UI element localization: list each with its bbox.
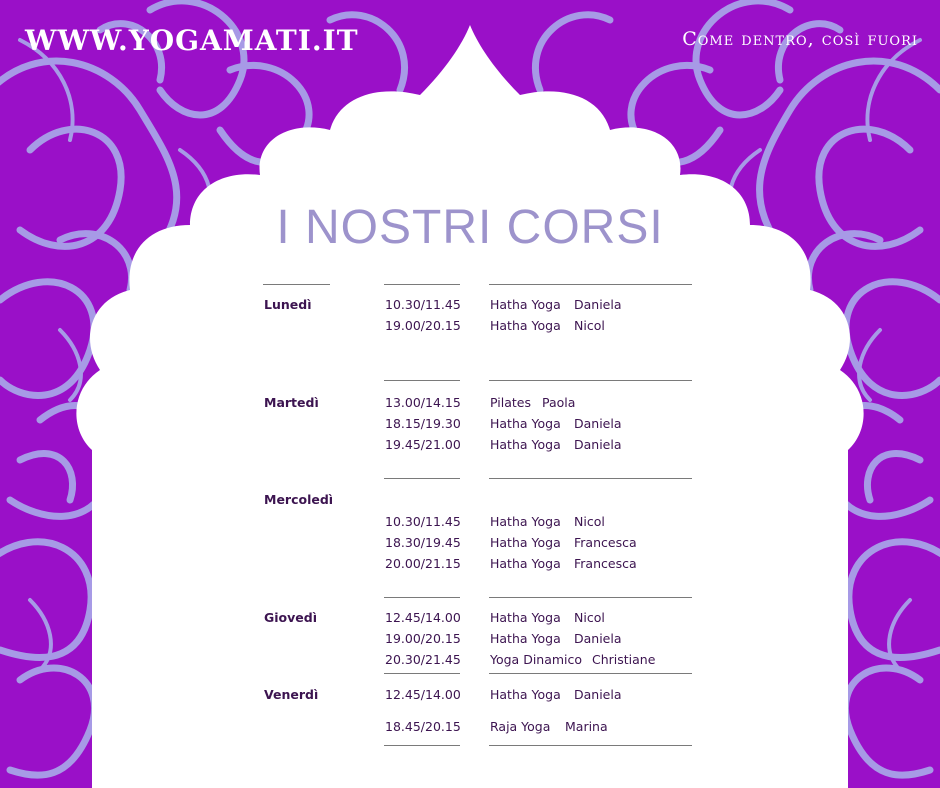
session-time: 10.30/11.45 [385,514,461,529]
day-label: Mercoledì [264,492,334,507]
divider-rule [384,745,460,746]
divider-rule [384,478,460,479]
session-course: Hatha Yoga [490,318,561,333]
session-course: Hatha Yoga [490,631,561,646]
session-time: 12.45/14.00 [385,687,461,702]
session-course: Hatha Yoga [490,556,561,571]
session-time: 19.00/20.15 [385,318,461,333]
session-course: Hatha Yoga [490,297,561,312]
session-time: 19.45/21.00 [385,437,461,452]
session-time: 18.15/19.30 [385,416,461,431]
divider-rule [384,284,460,285]
session-teacher: Francesca [574,556,637,571]
session-course: Raja Yoga [490,719,551,734]
session-time: 20.30/21.45 [385,652,461,667]
divider-rule [384,380,460,381]
divider-rule [489,478,692,479]
day-label: Giovedì [264,610,317,625]
day-label: Martedì [264,395,319,410]
session-course: Hatha Yoga [490,437,561,452]
divider-rule [384,597,460,598]
page-title: I NOSTRI CORSI [276,201,664,254]
day-label: Lunedì [264,297,312,312]
divider-rule [384,673,460,674]
session-course: Hatha Yoga [490,514,561,529]
session-teacher: Daniela [574,297,622,312]
motto: Come dentro, così fuori [682,28,918,50]
session-teacher: Daniela [574,437,622,452]
day-label: Venerdì [264,687,319,702]
divider-rule [489,380,692,381]
divider-rule [489,745,692,746]
site-url[interactable]: WWW.YOGAMATI.IT [25,24,359,57]
session-teacher: Nicol [574,514,605,529]
session-time: 12.45/14.00 [385,610,461,625]
session-time: 13.00/14.15 [385,395,461,410]
session-teacher: Nicol [574,318,605,333]
session-teacher: Francesca [574,535,637,550]
session-teacher: Daniela [574,416,622,431]
session-course: Hatha Yoga [490,416,561,431]
divider-rule [489,673,692,674]
session-time: 10.30/11.45 [385,297,461,312]
session-time: 19.00/20.15 [385,631,461,646]
session-time: 18.45/20.15 [385,719,461,734]
session-course: Hatha Yoga [490,535,561,550]
session-teacher: Marina [565,719,608,734]
session-teacher: Daniela [574,687,622,702]
session-teacher: Paola [542,395,576,410]
session-teacher: Daniela [574,631,622,646]
divider-rule [263,284,330,285]
session-teacher: Nicol [574,610,605,625]
session-course: Pilates [490,395,531,410]
session-teacher: Christiane [592,652,656,667]
session-course: Hatha Yoga [490,687,561,702]
session-time: 20.00/21.15 [385,556,461,571]
session-time: 18.30/19.45 [385,535,461,550]
divider-rule [489,284,692,285]
session-course: Yoga Dinamico [490,652,583,667]
divider-rule [489,597,692,598]
session-course: Hatha Yoga [490,610,561,625]
